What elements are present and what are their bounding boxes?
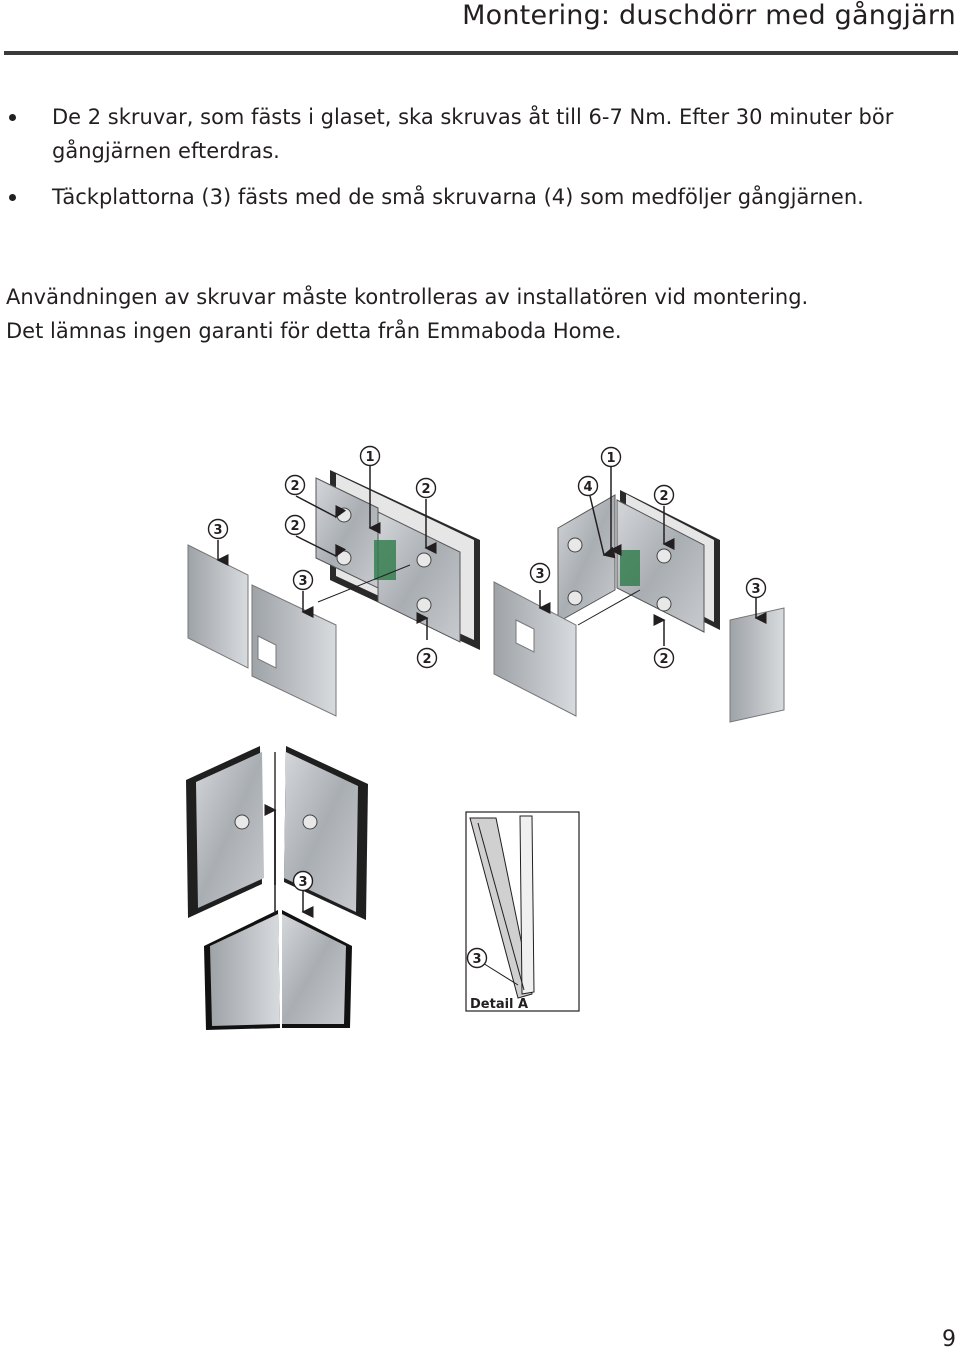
callout-marker xyxy=(418,649,437,668)
hinge-plate-shape xyxy=(558,495,615,622)
corner-cover-exploded xyxy=(186,746,368,1030)
svg-text:2: 2 xyxy=(421,482,431,497)
callout-marker xyxy=(294,872,313,891)
page-title: Montering: duschdörr med gångjärn xyxy=(462,0,956,31)
callout-marker xyxy=(209,520,228,539)
instruction-text: De 2 skruvar, som fästs i glaset, ska skruvas åt till 6-7 Nm. Efter 30 minuter bör gångjärnen efterdras. xyxy=(52,105,894,163)
hinge-90-exploded xyxy=(494,467,784,722)
detail-a-figure xyxy=(466,812,579,1012)
svg-text:3: 3 xyxy=(298,875,308,890)
svg-text:3: 3 xyxy=(213,523,223,538)
callout-marker xyxy=(655,649,674,668)
callout-marker xyxy=(655,486,674,505)
callout-marker xyxy=(286,516,305,535)
svg-text:2: 2 xyxy=(290,519,300,534)
svg-text:3: 3 xyxy=(472,952,482,967)
warranty-note-line: Det lämnas ingen garanti för detta från Emmaboda Home. xyxy=(6,319,622,343)
callout-marker xyxy=(286,476,305,495)
callout-marker xyxy=(579,477,598,496)
callout-marker xyxy=(602,448,621,467)
instruction-text: Täckplattorna (3) fästs med de små skruvarna (4) som medföljer gångjärnen. xyxy=(52,185,864,209)
cover-plate-shape xyxy=(210,914,280,1026)
svg-text:2: 2 xyxy=(422,652,432,667)
svg-text:1: 1 xyxy=(606,451,616,466)
cover-plate-shape xyxy=(188,545,248,668)
detail-a-label: Detail A xyxy=(470,997,529,1012)
svg-text:3: 3 xyxy=(298,574,308,589)
warranty-note-line: Användningen av skruvar måste kontrolleras av installatören vid montering. xyxy=(6,285,809,309)
callout-marker xyxy=(361,447,380,466)
page-number: 9 xyxy=(942,1327,956,1352)
svg-text:4: 4 xyxy=(583,480,593,495)
cover-plate-shape xyxy=(730,608,784,722)
cover-plate-shape xyxy=(282,914,346,1024)
callout-marker xyxy=(294,571,313,590)
svg-text:3: 3 xyxy=(751,582,761,597)
callout-marker xyxy=(531,564,550,583)
svg-text:2: 2 xyxy=(659,652,669,667)
svg-text:3: 3 xyxy=(535,567,545,582)
hinge-180-exploded xyxy=(188,466,480,716)
callout-marker xyxy=(747,579,766,598)
callout-marker xyxy=(417,479,436,498)
svg-text:2: 2 xyxy=(290,479,300,494)
svg-text:2: 2 xyxy=(659,489,669,504)
callout-marker xyxy=(468,949,487,968)
svg-text:1: 1 xyxy=(365,450,375,465)
